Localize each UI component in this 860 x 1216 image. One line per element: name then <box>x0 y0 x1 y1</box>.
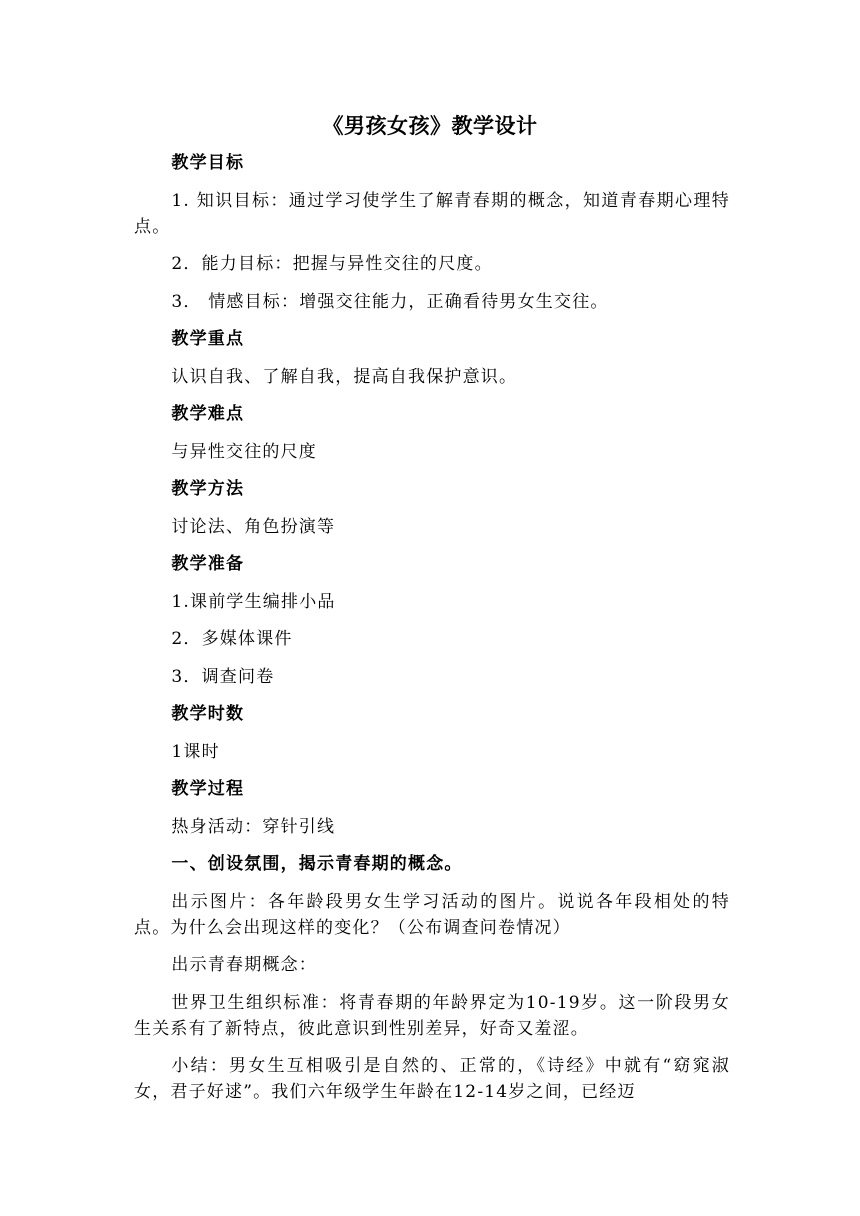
paragraph-2: 出示青春期概念： <box>171 955 317 975</box>
prep-item-1: 1.课前学生编排小品 <box>171 591 336 612</box>
focus-heading: 教学重点 <box>171 329 245 349</box>
difficulty-text: 与异性交往的尺度 <box>171 441 317 462</box>
focus-text: 认识自我、了解自我，提高自我保护意识。 <box>171 366 518 387</box>
process-heading: 教学过程 <box>171 779 245 799</box>
difficulty-heading: 教学难点 <box>171 404 245 424</box>
goal-1: 1. 知识目标：通过学习使学生了解青春期的概念，知道青春期心理特点。 <box>134 190 730 237</box>
goal-3: 3． 情感目标：增强交往能力，正确看待男女生交往。 <box>171 291 609 312</box>
prep-item-3: 3．调查问卷 <box>171 666 275 687</box>
document-title: 《男孩女孩》教学设计 <box>322 113 538 138</box>
paragraph-4: 小结：男女生互相吸引是自然的、正常的，《诗经》中就有“窈窕淑女，君子好逑”。我们六年级学生年龄在12-14岁之间，已经迈 <box>134 1056 730 1102</box>
methods-heading: 教学方法 <box>171 479 245 499</box>
paragraph-1: 出示图片：各年龄段男女生学习活动的图片。说说各年段相处的特点。为什么会出现这样的变化？（公布调查问卷情况） <box>134 891 730 938</box>
prep-heading: 教学准备 <box>171 554 245 574</box>
hours-heading: 教学时数 <box>171 704 245 724</box>
goal-2: 2．能力目标：把握与异性交往的尺度。 <box>171 254 493 274</box>
document-body <box>134 150 730 1117</box>
section-1-heading: 一、创设氛围，揭示青春期的概念。 <box>171 854 463 874</box>
hours-text: 1课时 <box>171 741 220 762</box>
warmup-text: 热身活动：穿针引线 <box>171 816 336 837</box>
prep-item-2: 2．多媒体课件 <box>171 629 293 649</box>
goals-heading: 教学目标 <box>171 153 245 173</box>
paragraph-3: 世界卫生组织标准：将青春期的年龄界定为10-19岁。这一阶段男女生关系有了新特点，彼此意识到性别差异，好奇又羞涩。 <box>134 992 730 1039</box>
methods-text: 讨论法、角色扮演等 <box>171 516 336 537</box>
